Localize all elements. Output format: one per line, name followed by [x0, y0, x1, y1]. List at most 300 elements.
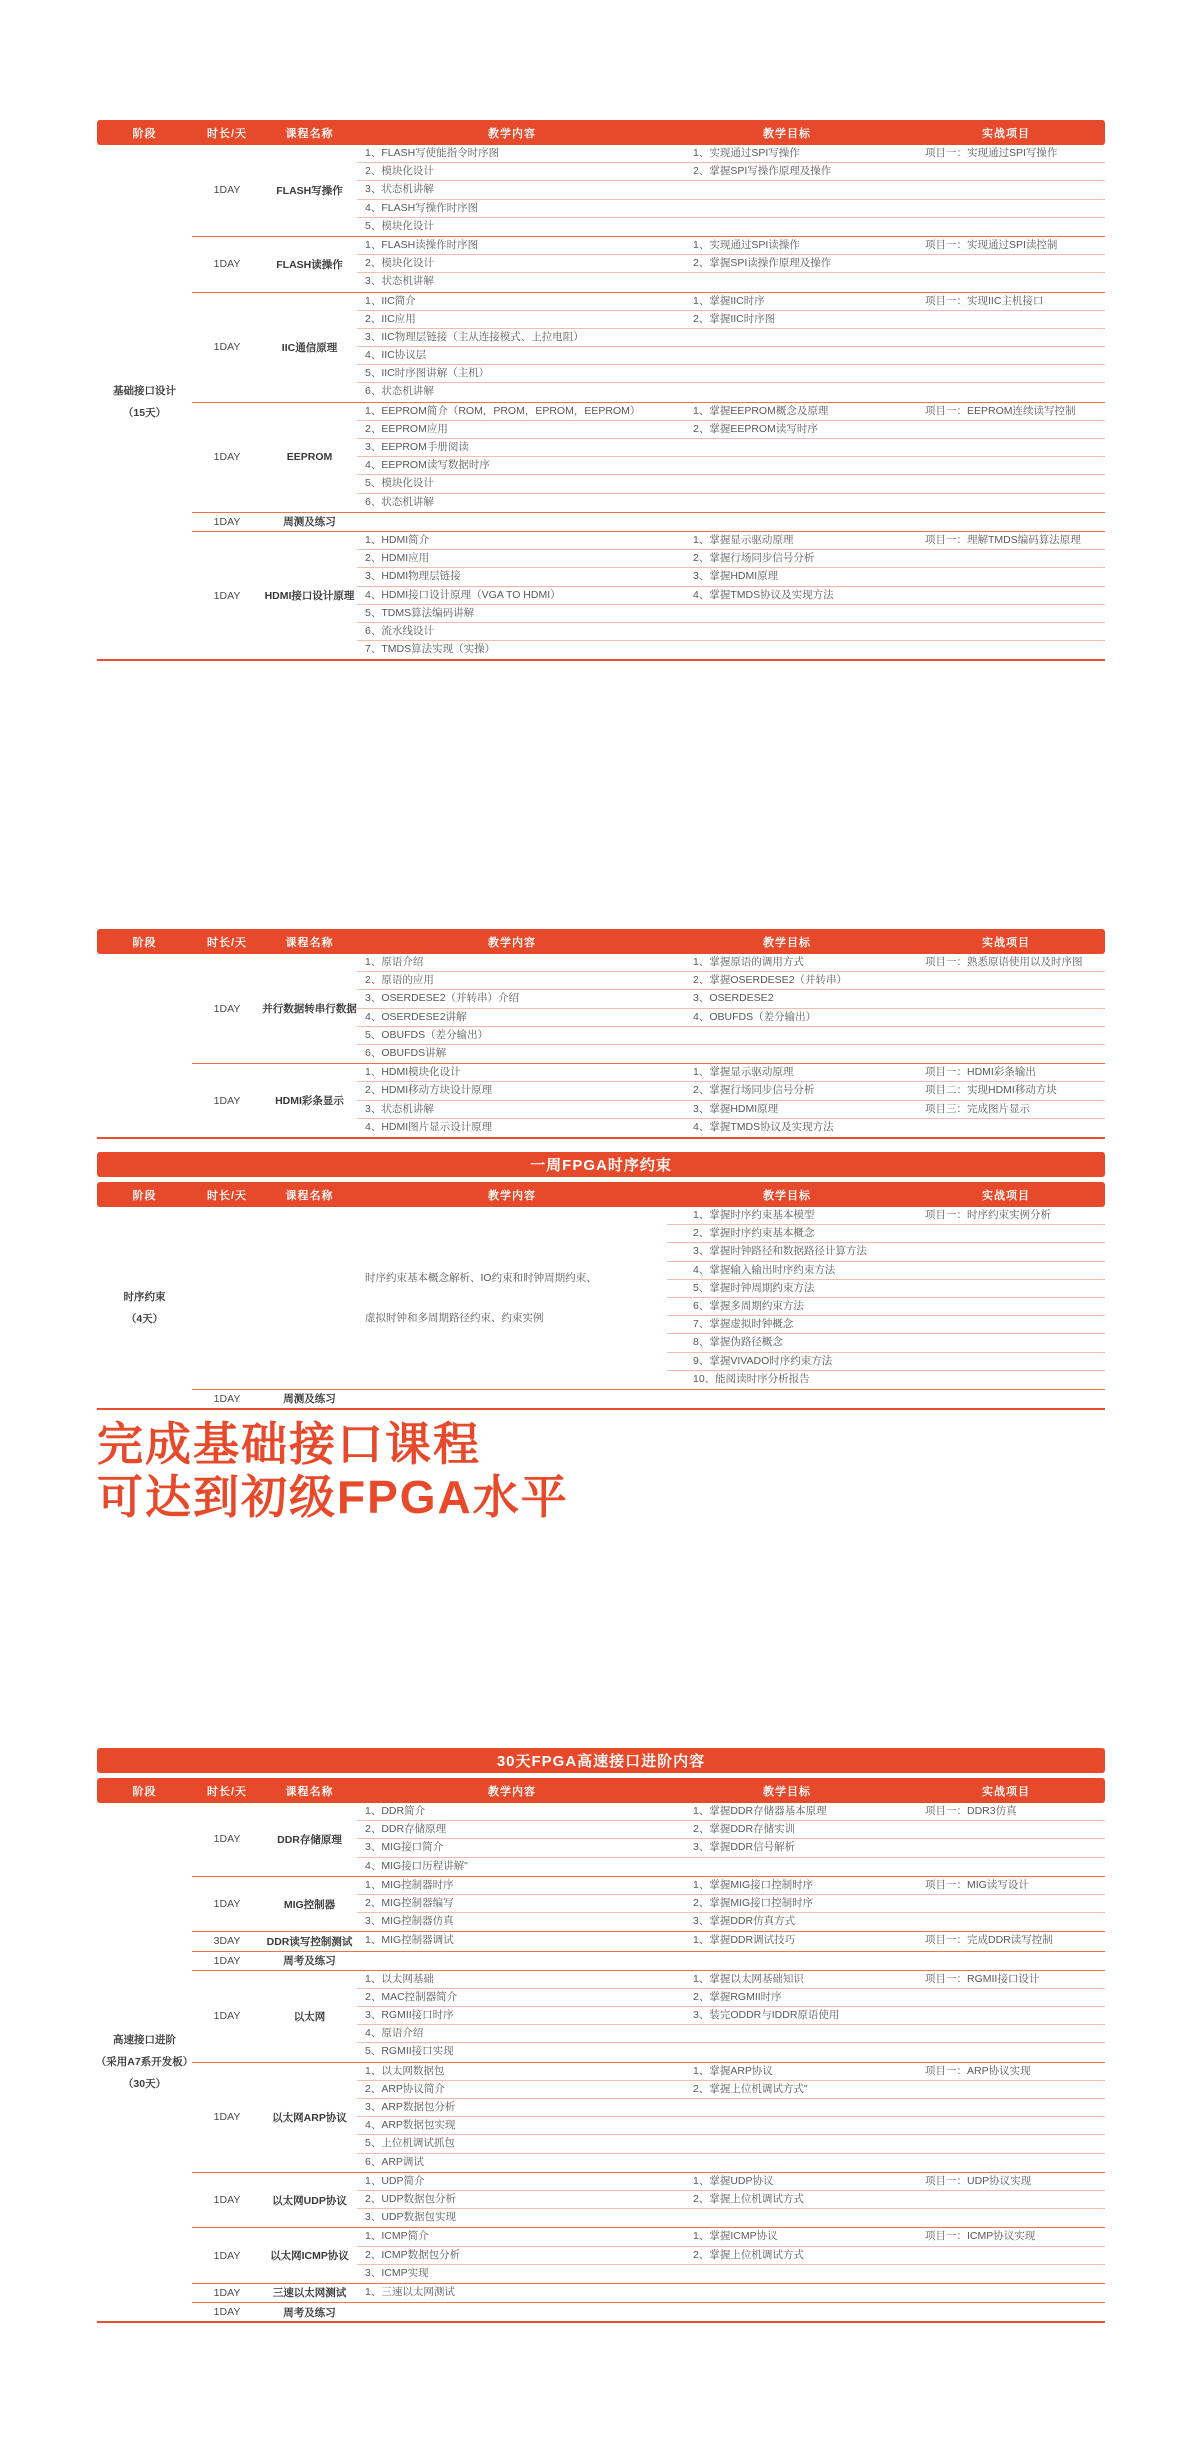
table-row [357, 1027, 1105, 1045]
course-name-cell: 周测及练习 [283, 1393, 336, 1406]
table-body [97, 1207, 1105, 1408]
course-name-cell [262, 1207, 357, 1389]
project-item: 项目一：HDMI彩条输出 [925, 1066, 1036, 1079]
duration-cell: 1DAY [213, 2306, 241, 2319]
duration-cell: 1DAY [213, 258, 241, 271]
project-item: 项目一：ARP协议实现 [925, 2064, 1031, 2077]
project-item [907, 2209, 1105, 2227]
project-item [907, 439, 1105, 456]
table-row [357, 2025, 1105, 2043]
table-row [667, 1243, 1105, 1261]
duration-cell: 1DAY [213, 451, 241, 464]
table-row [357, 2173, 1105, 2191]
project-item [907, 200, 1105, 217]
table-row [357, 1009, 1105, 1027]
column-header-duration: 时长/天 [206, 1189, 248, 1202]
course-group [192, 532, 1105, 659]
table-row [357, 990, 1105, 1008]
goal-item: 4、掌握输入输出时序约束方法 [693, 1263, 836, 1276]
table-row [357, 1082, 1105, 1100]
project-item: 项目三：完成图片显示 [925, 1102, 1030, 1115]
goal-item [667, 605, 907, 622]
project-item [907, 2117, 1105, 2134]
goal-item: 3、OSERDESE2 [693, 992, 774, 1005]
duration-cell: 1DAY [213, 2286, 241, 2299]
content-item: 2、HDMI移动方块设计原理 [365, 1084, 493, 1097]
table-row [357, 273, 1105, 291]
project-item: 项目一：实现通过SPI写操作 [925, 147, 1058, 159]
content-item: 4、FLASH写操作时序图 [365, 201, 479, 214]
goal-item [667, 1045, 907, 1063]
project-item [907, 1316, 1105, 1333]
content-paragraph [357, 1207, 667, 1389]
table-row [357, 532, 1105, 550]
content-item: 1、DDR简介 [365, 1805, 426, 1817]
project-item [907, 990, 1105, 1007]
table-row [357, 237, 1105, 255]
course-group [192, 1952, 1105, 1971]
course-groups [192, 145, 1105, 659]
column-header-course: 课程名称 [285, 127, 334, 140]
table-row [357, 163, 1105, 181]
table-row [357, 2303, 1105, 2321]
table-row [357, 1064, 1105, 1082]
table-row [357, 421, 1105, 439]
content-item: 5、上位机调试抓包 [365, 2137, 455, 2150]
project-item: 项目一：完成DDR读写控制 [925, 1934, 1053, 1947]
duration-cell: 1DAY [213, 1833, 241, 1846]
project-item [907, 311, 1105, 328]
column-header-stage: 阶段 [132, 936, 157, 949]
goal-item: 9、掌握VIVADO时序约束方法 [693, 1354, 833, 1367]
table-row [357, 311, 1105, 329]
project-item [907, 2007, 1105, 2024]
course-name-cell: 并行数据转串行数据 [262, 1003, 357, 1016]
column-header-goals: 教学目标 [763, 1785, 811, 1798]
course-name-cell: DDR读写控制测试 [266, 1935, 353, 1948]
table-header [97, 929, 1105, 954]
table-row [357, 1932, 1105, 1950]
goal-item: 2、掌握时序约束基本概念 [693, 1227, 815, 1240]
course-name-cell: 以太网 [293, 2010, 326, 2023]
goal-item: 1、掌握ARP协议 [693, 2064, 773, 2077]
column-header-projects: 实战项目 [982, 127, 1030, 140]
project-item [907, 568, 1105, 585]
project-item [907, 623, 1105, 640]
content-item: 3、HDMI物理层链接 [365, 570, 461, 583]
course-name-cell: 周测及练习 [283, 516, 336, 529]
course-name-cell: HDMI彩条显示 [275, 1095, 344, 1107]
stage-label-line: 时序约束 [123, 1290, 166, 1303]
content-item: 3、MIG接口简介 [365, 1841, 444, 1854]
project-item [907, 1989, 1105, 2006]
headline-line-1: 完成基础接口课程 [97, 1418, 481, 1470]
goal-item [667, 1027, 907, 1044]
project-item [907, 2284, 1105, 2302]
project-item [907, 513, 1105, 531]
table-row [357, 2247, 1105, 2265]
project-item [907, 383, 1105, 401]
project-item [907, 494, 1105, 512]
course-group [192, 2173, 1105, 2229]
project-item [907, 218, 1105, 236]
table-row [357, 1858, 1105, 1876]
content-item: 3、UDP数据包实现 [365, 2211, 457, 2224]
stage-label [97, 1803, 192, 2321]
content-rows [357, 2173, 1105, 2228]
table-row [357, 1989, 1105, 2007]
course-name-cell: 周考及练习 [283, 1955, 336, 1968]
table-row [357, 513, 1105, 531]
project-item: 项目一：时序约束实例分析 [925, 1209, 1051, 1221]
project-item [907, 2265, 1105, 2283]
column-header-duration: 时长/天 [206, 127, 248, 140]
stage-label-line: 高速接口进阶 [113, 2034, 176, 2047]
table-row [357, 1895, 1105, 1913]
stage-label-line: （15天） [122, 407, 167, 420]
project-item [907, 2191, 1105, 2208]
table-row [357, 494, 1105, 512]
project-item [907, 1952, 1105, 1970]
course-group [192, 1390, 1105, 1408]
duration-cell: 1DAY [213, 1392, 241, 1405]
table-row [357, 200, 1105, 218]
table-row [667, 1225, 1105, 1243]
content-item [357, 513, 667, 531]
project-item [907, 1839, 1105, 1856]
table-row [357, 641, 1105, 659]
project-item [907, 1390, 1105, 1408]
content-rows [357, 1803, 1105, 1876]
course-group [192, 1064, 1105, 1137]
table-row [357, 2284, 1105, 2302]
content-item: 2、模块化设计 [365, 257, 434, 270]
goal-item: 1、掌握DDR存储器基本原理 [693, 1805, 827, 1817]
content-item: 3、状态机讲解 [365, 183, 434, 196]
table-row [667, 1371, 1105, 1389]
column-header-projects: 实战项目 [982, 1189, 1030, 1202]
table-row [357, 2209, 1105, 2227]
content-item: 3、OSERDESE2（并转串）介绍 [365, 992, 520, 1005]
project-item: 项目二：实现HDMI移动方块 [925, 1084, 1057, 1097]
stage-label-line: 基础接口设计 [113, 385, 176, 398]
course-group [192, 954, 1105, 1064]
project-item [907, 1262, 1105, 1279]
duration-cell: 1DAY [213, 184, 241, 197]
course-name-cell: 三速以太网测试 [272, 2287, 347, 2300]
stage-label [97, 145, 192, 659]
table-row [357, 181, 1105, 199]
content-item: 1、ICMP简介 [365, 2230, 429, 2243]
content-item: 5、TDMS算法编码讲解 [365, 606, 475, 619]
table-row [357, 1101, 1105, 1119]
course-name-cell: 以太网ICMP协议 [270, 2250, 349, 2263]
table-row [357, 605, 1105, 623]
goal-item: 1、掌握时序约束基本模型 [693, 1209, 815, 1221]
project-item [907, 163, 1105, 180]
goal-item: 2、掌握RGMII时序 [693, 1990, 782, 2003]
content-item: 4、ARP数据包实现 [365, 2119, 456, 2132]
stage-label [97, 1207, 192, 1408]
table-row [357, 2099, 1105, 2117]
goal-item [667, 218, 907, 236]
goal-item [667, 623, 907, 640]
goal-item [667, 2135, 907, 2152]
project-item [907, 550, 1105, 567]
table-row [357, 1119, 1105, 1137]
goal-item: 2、掌握上位机调试方式" [693, 2082, 808, 2095]
course-group [192, 2063, 1105, 2173]
course-name-cell: 周考及练习 [283, 2306, 336, 2319]
table-row [357, 2154, 1105, 2172]
content-rows [357, 1390, 1105, 1408]
table-row [357, 972, 1105, 990]
course-name-cell: DDR存储原理 [277, 1833, 342, 1846]
content-item: 1、三速以太网测试 [365, 2285, 455, 2298]
column-header-course: 课程名称 [285, 1785, 334, 1798]
goal-item: 1、实现通过SPI读操作 [693, 238, 800, 251]
goal-item: 1、实现通过SPI写操作 [693, 147, 800, 159]
table-row [357, 1821, 1105, 1839]
goal-item: 10、能阅读时序分析报告 [693, 1372, 810, 1385]
table-row [357, 1877, 1105, 1895]
project-item: 项目一：实现IIC主机接口 [925, 294, 1044, 307]
goal-item [667, 365, 907, 382]
table-row [357, 383, 1105, 401]
goal-item: 2、掌握SPI读操作原理及操作 [693, 257, 832, 270]
table-body [97, 145, 1105, 659]
content-rows [357, 145, 1105, 236]
table-row [357, 218, 1105, 236]
project-item: 项目一：RGMII接口设计 [925, 1972, 1040, 1985]
content-item: 3、EEPROM手册阅读 [365, 441, 469, 453]
project-item [907, 1334, 1105, 1351]
content-item: 2、MAC控制器简介 [365, 1990, 458, 2003]
duration-cell: 1DAY [213, 1954, 241, 1967]
course-group [192, 1207, 1105, 1390]
content-rows [357, 2063, 1105, 2172]
table-row [357, 2007, 1105, 2025]
section-banner-advanced: 30天FPGA高速接口进阶内容 [97, 1748, 1105, 1773]
project-item [907, 2081, 1105, 2098]
project-item: 项目一：UDP协议实现 [925, 2174, 1032, 2187]
project-item [907, 972, 1105, 989]
course-name-cell: MIG控制器 [283, 1898, 336, 1911]
duration-cell: 1DAY [213, 1898, 241, 1911]
project-item [907, 2135, 1105, 2152]
column-header-course: 课程名称 [285, 1189, 334, 1202]
content-item: 1、原语介绍 [365, 956, 424, 968]
content-item: 4、OSERDESE2讲解 [365, 1010, 467, 1023]
course-table-serial [97, 929, 1105, 1139]
table-row [357, 365, 1105, 383]
content-item: 7、TMDS算法实现（实操） [365, 643, 496, 656]
duration-cell: 1DAY [213, 2249, 241, 2262]
table-row [357, 293, 1105, 311]
project-item [907, 421, 1105, 438]
duration-cell: 1DAY [213, 2010, 241, 2023]
content-item: 2、UDP数据包分析 [365, 2192, 457, 2205]
content-item: 1、HDMI简介 [365, 533, 430, 546]
goal-item: 4、掌握TMDS协议及实现方法 [693, 588, 834, 601]
content-item: 2、EEPROM应用 [365, 422, 448, 435]
course-group [192, 513, 1105, 532]
course-name-cell: FLASH写操作 [276, 184, 343, 197]
content-item: 6、OBUFDS讲解 [365, 1046, 447, 1059]
content-item: 2、DDR存储原理 [365, 1823, 447, 1836]
project-item [907, 1009, 1105, 1026]
course-name-cell: HDMI接口设计原理 [264, 590, 355, 603]
duration-cell: 1DAY [213, 2194, 241, 2207]
content-item: 6、流水线设计 [365, 624, 434, 637]
column-header-projects: 实战项目 [982, 936, 1030, 949]
project-item [907, 1027, 1105, 1044]
column-header-stage: 阶段 [132, 127, 157, 140]
content-paragraph-line: 虚拟时钟和多周期路径约束、约束实例 [365, 1311, 544, 1324]
content-item: 2、ARP协议简介 [365, 2082, 445, 2095]
content-item: 5、IIC时序图讲解（主机） [365, 367, 490, 380]
content-rows [357, 954, 1105, 1063]
table-row [357, 329, 1105, 347]
stage-label [97, 954, 192, 1137]
project-item [907, 2043, 1105, 2061]
goal-item [667, 383, 907, 401]
column-header-projects: 实战项目 [982, 1785, 1030, 1798]
column-header-duration: 时长/天 [206, 1785, 248, 1798]
goal-item: 2、掌握行场同步信号分析 [693, 552, 815, 565]
goal-item [667, 181, 907, 198]
table-row [357, 1913, 1105, 1931]
project-item [907, 475, 1105, 492]
goal-item: 6、掌握多周期约束方法 [693, 1299, 804, 1312]
content-item: 1、EEPROM简介（ROM，PROM，EPROM，EEPROM） [365, 404, 641, 417]
goal-item: 3、掌握DDR信号解析 [693, 1841, 796, 1854]
headline-line-2: 可达到初级FPGA水平 [97, 1471, 569, 1523]
course-table-basic [97, 120, 1105, 661]
content-item: 1、HDMI模块化设计 [365, 1066, 461, 1079]
table-row [667, 1207, 1105, 1225]
goal-item: 5、掌握时钟周期约束方法 [693, 1281, 815, 1294]
column-header-goals: 教学目标 [763, 127, 811, 140]
content-rows [357, 513, 1105, 531]
content-item: 2、ICMP数据包分析 [365, 2248, 461, 2261]
course-group [192, 1803, 1105, 1877]
content-item: 3、MIG控制器仿真 [365, 1915, 454, 1928]
table-header [97, 120, 1105, 145]
goal-item [667, 457, 907, 474]
content-item [357, 1952, 667, 1970]
content-item: 3、状态机讲解 [365, 1102, 434, 1115]
content-item: 6、状态机讲解 [365, 495, 434, 508]
table-row [357, 1971, 1105, 1989]
section-banner-timing: 一周FPGA时序约束 [97, 1152, 1105, 1177]
course-group [192, 1932, 1105, 1951]
content-item: 3、ICMP实现 [365, 2266, 429, 2279]
project-item [907, 365, 1105, 382]
project-item: 项目一：EEPROM连续读写控制 [925, 404, 1076, 417]
content-rows [357, 237, 1105, 292]
project-item [907, 1858, 1105, 1876]
project-item [907, 2099, 1105, 2116]
goal-item [667, 2265, 907, 2283]
content-item: 2、HDMI应用 [365, 552, 430, 565]
goal-item [667, 347, 907, 364]
project-item [907, 329, 1105, 346]
project-item [907, 457, 1105, 474]
table-row [357, 255, 1105, 273]
table-row [357, 550, 1105, 568]
column-header-course: 课程名称 [285, 936, 334, 949]
table-row [357, 403, 1105, 421]
table-row [357, 2265, 1105, 2283]
goal-item: 2、掌握上位机调试方式 [693, 2248, 804, 2261]
goal-item [667, 475, 907, 492]
table-row [357, 347, 1105, 365]
content-rows [357, 2303, 1105, 2321]
goal-item: 1、掌握显示驱动原理 [693, 533, 794, 546]
goal-project-rows [667, 1207, 1105, 1389]
project-item [907, 1280, 1105, 1297]
project-item [907, 1045, 1105, 1063]
duration-cell: 1DAY [213, 1094, 241, 1107]
goal-item [667, 329, 907, 346]
course-group [192, 1971, 1105, 2063]
course-group [192, 145, 1105, 237]
content-item [357, 2303, 667, 2321]
column-header-stage: 阶段 [132, 1189, 157, 1202]
table-row [357, 1045, 1105, 1063]
content-item: 3、ARP数据包分析 [365, 2101, 456, 2113]
course-group [192, 2228, 1105, 2284]
course-table-timing [97, 1182, 1105, 1410]
content-paragraph-line: 时序约束基本概念解析、IO约束和时钟周期约束、 [365, 1271, 597, 1284]
goal-item: 1、掌握UDP协议 [693, 2174, 774, 2187]
duration-cell: 1DAY [213, 515, 241, 528]
project-item [907, 1225, 1105, 1242]
content-rows [357, 1932, 1105, 1950]
course-group [192, 1877, 1105, 1933]
table-row [357, 1390, 1105, 1408]
content-item [357, 1390, 667, 1408]
goal-item: 1、掌握显示驱动原理 [693, 1066, 794, 1079]
goal-item [667, 513, 907, 531]
content-item: 3、IIC物理层链接（主从连接模式、上拉电阻） [365, 330, 584, 343]
goal-item: 8、掌握伪路径概念 [693, 1336, 783, 1349]
table-row [357, 145, 1105, 163]
duration-cell: 1DAY [213, 1002, 241, 1015]
goal-item: 2、掌握SPI写操作原理及操作 [693, 165, 832, 178]
table-row [357, 1839, 1105, 1857]
content-item: 1、IIC简介 [365, 294, 416, 307]
project-item [907, 255, 1105, 272]
table-row [357, 1803, 1105, 1821]
content-item: 4、HDMI接口设计原理（VGA TO HDMI） [365, 588, 561, 601]
stage-label-line: （4天） [125, 1312, 164, 1325]
table-row [357, 2135, 1105, 2153]
goal-item: 1、掌握原语的调用方式 [693, 956, 804, 968]
goal-item: 2、掌握DDR存储实训 [693, 1823, 796, 1836]
table-row [357, 2117, 1105, 2135]
goal-item: 7、掌握虚拟时钟概念 [693, 1318, 794, 1331]
stage-label-line: （30天） [122, 2078, 167, 2091]
table-row [357, 2063, 1105, 2081]
goal-item: 3、掌握DDR仿真方式 [693, 1915, 796, 1928]
content-item: 5、模块化设计 [365, 219, 434, 232]
goal-item: 3、掌握HDMI原理 [693, 1102, 779, 1115]
content-rows [357, 1877, 1105, 1932]
goal-item: 1、掌握以太网基础知识 [693, 1972, 804, 1985]
table-header [97, 1778, 1105, 1803]
